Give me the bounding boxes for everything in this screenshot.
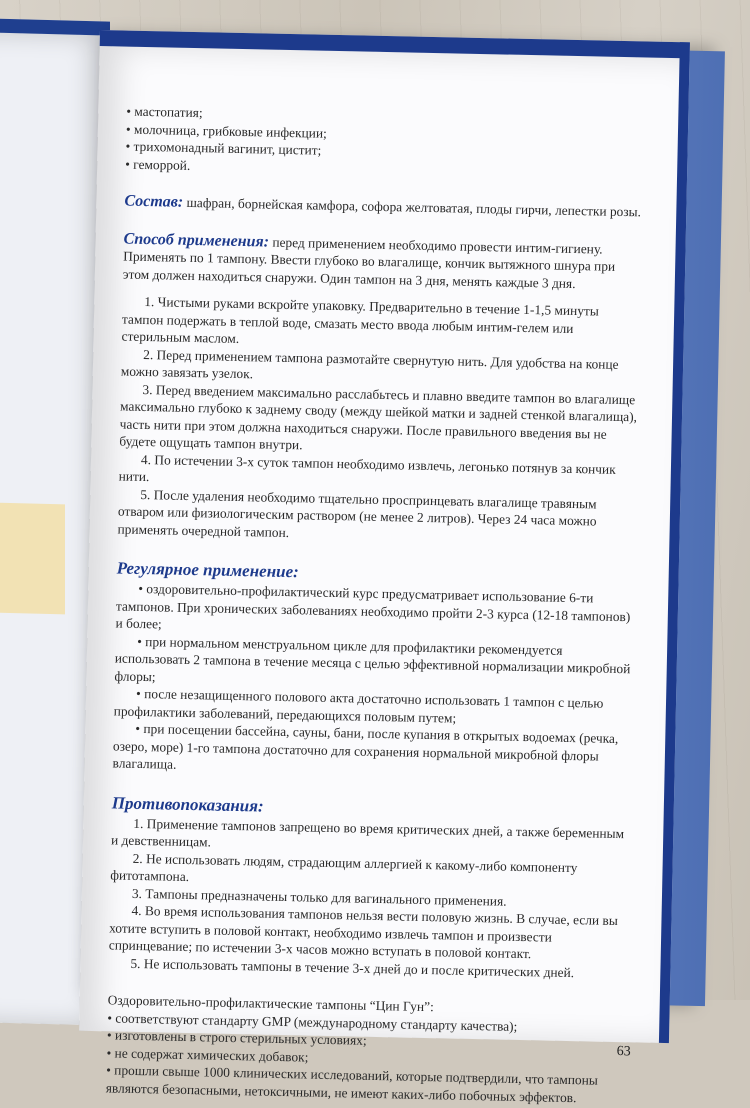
list-item: • трихомонадный вагинит, цистит; xyxy=(125,138,645,166)
list-item: • соответствуют стандарту GMP (международному стандарту качества); xyxy=(107,1009,627,1037)
list-item: • изготовлены в строго стерильных условиях; xyxy=(107,1026,627,1054)
contra-heading: Противопоказания: xyxy=(111,792,264,816)
list-item: • прошли свыше 1000 клинических исследований, которые подтвердили, что тампоны являются безопасными, нетоксичными, не имеют каких-либо побочных эффектов. xyxy=(106,1061,627,1107)
summary-list xyxy=(106,1009,628,1107)
usage-intro xyxy=(123,230,644,293)
regular-list xyxy=(112,579,636,782)
regular-heading: Регулярное применение: xyxy=(116,558,299,582)
list-item: • при нормальном менструальном цикле для профилактики рекомендуется использовать 2 тампона в течение месяца с целью эффективной нормализации микробной флоры; xyxy=(114,632,635,695)
usage-intro-text: перед применением необходимо провести интим-гигиену. Применять по 1 тампону. Ввести глубоко во влагалище, кончик вытяжного шнура при этом должен находиться снаружи. Один тампон на 3 дня, менять каждые 3 дня. xyxy=(122,234,616,291)
intro-list xyxy=(125,103,646,184)
summary-intro: Оздоровительно-профилактические тампоны “Цин Гун”: xyxy=(107,992,434,1015)
contra-item: 5. Не использовать тампоны в течение 3-х дней до и после критических дней. xyxy=(130,955,575,980)
usage-step: 5. После удаления необходимо тщательно проспринцевать влагалище травяным отваром или физиологическим раствором (не менее 2 литров). Через 24 часа можно применять очередной тампон. xyxy=(117,486,597,540)
contra-item: 4. Во время использования тампонов нельзя вести половую жизнь. В случае, если вы хотите вступить в половой контакт, необходимо извлечь тампон и произвести спринцевание; по истечении 3-х часов можно вступать в половой контакт. xyxy=(108,902,619,962)
contra-item: 2. Не использовать людям, страдающим аллергией к какому-либо компоненту фитотампона. xyxy=(110,850,578,885)
list-item: • геморрой. xyxy=(125,155,645,183)
list-item: • мастопатия; xyxy=(126,103,646,131)
book-page xyxy=(79,30,690,1105)
page-content xyxy=(106,103,647,1108)
contra-item: 1. Применение тампонов запрещено во время критических дней, а также беременным и девственницам. xyxy=(110,815,625,850)
page-number: 63 xyxy=(616,1044,631,1060)
usage-heading: Способ применения: xyxy=(123,230,270,251)
usage-step: 2. Перед применением тампона размотайте свернутую нить. Для удобства на конце можно завязать узелок. xyxy=(120,346,619,382)
usage-step: 1. Чистыми руками вскройте упаковку. Предварительно в течение 1-1,5 минуты тампон подержать в теплой воде, смазать место ввода любым интим-гелем или стерильным маслом. xyxy=(121,293,599,346)
list-item: • не содержат химических добавок; xyxy=(106,1044,626,1072)
list-item: • молочница, грибковые инфекции; xyxy=(126,120,646,148)
usage-step: 3. Перед введением максимально расслабьтесь и плавно введите тампон во влагалище максимально глубоко к заднему своду (между шейкой матки и задней стенкой влагалища), часть нити при этом должна находиться снаружи. После правильного введения вы не будете ощущать тампон внутри. xyxy=(119,381,638,453)
usage-step: 4. По истечении 3-х суток тампон необходимо извлечь, легонько потянув за кончик нити. xyxy=(118,451,616,485)
composition-heading: Состав: xyxy=(124,192,184,211)
contra-item: 3. Тампоны предназначены только для вагинального применения. xyxy=(131,885,507,909)
list-item: • оздоровительно-профилактический курс предусматривает использование 6-ти тампонов. При хронических заболеваниях необходимо пройти 2-3 курса (12-18 тампонов) и более; xyxy=(115,579,636,642)
composition-text: шафран, борнейская камфора, софора желтоватая, плоды гирчи, лепестки розы. xyxy=(186,194,642,220)
list-item: • после незащищенного полового акта достаточно использовать 1 тампон с целью профилактики заболеваний, передающихся половым путем; xyxy=(114,684,635,730)
list-item: • при посещении бассейна, сауны, бани, после купания в открытых водоемах (речка, озеро, море) 1-го тампона достаточно для сохранения нормальной микробной флоры влагалища. xyxy=(112,719,633,782)
